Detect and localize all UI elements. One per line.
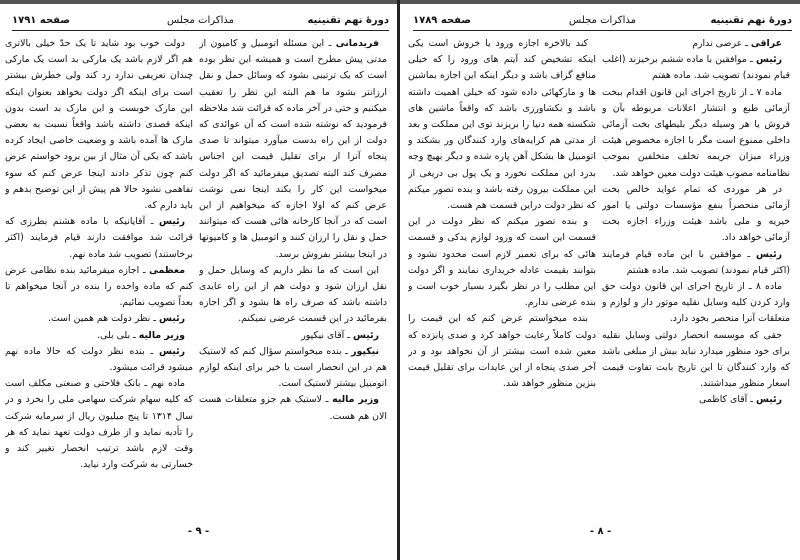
publication-title: مذاکرات مجلس [167,15,234,26]
paragraph [602,279,790,328]
paragraph [602,36,790,52]
paragraph [5,214,193,263]
paragraph-text: ـ موافقین با ماده ششم برخیزند (اغلب قیام نمودند) تصویب شد. ماده هفتم [602,54,790,82]
paragraph [5,36,193,214]
paragraph-text: ـ بلی بلی. [97,329,136,341]
speaker-name: رئیس [159,313,185,325]
paragraph-text: ماده ۸ ـ از تاریخ اجرای این قانون دولت حق وارد کردن کلیه وسایل نقلیه موتور دار و لوازم و متعلقات آنرا منحصر بخود دارد. [602,281,790,325]
speaker-name: رئیس [159,345,185,357]
text-column-right [602,36,790,516]
page-number: صفحه ۱۷۸۹ [413,15,472,26]
paragraph [199,392,387,424]
text-column-right [199,36,387,516]
paragraph-text: ـ آقای نیکپور [301,329,351,341]
page-number: صفحه ۱۷۹۱ [12,15,71,26]
paragraph-text: این است که ما نظر داریم که وسایل حمل و نقل ارزان شود و دولت هم از این راه عایدی داشته باشد که صرف راه ها بشود و اگر اجازه بفرمائید در این قسمت عرضی نمیکنم. [199,264,387,325]
paragraph [199,328,387,344]
paragraph-text: بنده میخواستم عرض کنم که این قیمت را دولت کاملاً رعایت خواهد کرد و صدی پانزده که معین شده است بیشتر از آن نخواهد بود و در آخر صدی پنجاه از این عایدات برای تقلیل قیمت بنزین منظور خواهد شد. [408,313,596,390]
paragraph [408,36,596,214]
paragraph-text: دولت خوب بود شاید تا یک حدّ خیلی بالاتری هم اگر لازم باشد یک مارکی بد است یک مارکی چندان تعریفی ندارد رد کند ولی خطرش بیشتر است برای اینکه اگر دولت بخواهد بعنوان اینکه این مارک خوبست و این مارک بد است بدون اینکه قصدی داشته باشد واقعاً نسبت به بعضی مارک ها آمده باشد و وضعیت خاصی ایجاد کرده باشد که یکی آن مثال از بین برود خواستم عرض کنم چون تذکر دادند اینجا عرض کنم که سوء تفاهمی نشود حالا هم پیش از این توضیح بدهم و باید دارم که. [5,38,193,212]
paragraph-text: ـ این مسئله اتومبیل و کامیون از مدتی پیش مطرح است و همیشه این نظر بوده است که یک ترتیبی بشود که وسائل حمل و نقل ارزانتر بشود ما هم البته این نظر را تعقیب میکنیم و حتی در آخر ماده که قرائت شد ملاحظه فرمودید که نوشته شده است که آن عوائدی که دولت از این راه بدست میآورد میتواند تا صدی پنجاه آنرا از برای تقلیل قیمت این اجناس مصرف کند البته تصدیق میفرمائید که اگر دولت میخواست این کار را بکند اینجا نمی نوشت عرض کنم که اولا اجازه که میخواهیم از این است که در آنجا کارخانه هائی هست که میتوانند حمل و نقل را ارزان کنند و اتومبیل ها و کامیونها در اینجا بیشتر بفروش برسد. [199,38,387,260]
publication-title: مذاکرات مجلس [569,15,636,26]
speaker-name: رئیس [353,329,379,341]
book-spine-divider [397,0,400,560]
paragraph-text: کند بالاخره اجازه ورود یا خروش است یکی اینکه تشخیص کند آیتم های ورود را که خیلی منافع گزاف باشد و دیگر اینکه این اجازه بماشین ها و مارکهائی داده شود که خیلی اهمیت داشته باشد و بکشاورزی باشد که واقعاً ماشین های شکسته همه دنیا را بریزند توی این مملکت و بعد از مدتی هم کرایه‌های وارد کنندگان ور بشکند و اتومبیل ها بشکل آهن پاره شده و دیگر بهیچ وجه بدرد این مملکت نخورد و یک پول بی دریغی از این مملکت بیرون رفته باشد و بنده تصور میکنم که نظر دولت دراین قسمت هم هست. [408,38,596,212]
speaker-name: رئیس [159,216,185,228]
paragraph [408,311,596,392]
paragraph-text: ـ لاستیک هم جزو متعلقات هست الان هم هست. [199,394,387,422]
page-header [413,14,792,31]
paragraph [602,328,790,393]
paragraph [602,247,790,279]
page-header [12,14,389,31]
paragraph [5,376,193,473]
speaker-name: وزیر مالیه [138,329,185,341]
paragraph [199,344,387,393]
speaker-name: فریدمانی [335,38,379,49]
paragraph [408,214,596,311]
paragraph-text: حقی که موسسه انحصار دولتی وسایل نقلیه برای خود منظور میدارد نباید بیش از مبلغی باشد که وارد کنندگان تا این تاریخ بابت تفاوت قیمت اسعار منظور میداشتند. [602,329,790,390]
speaker-name: عراقی [750,38,782,49]
page-footer-number: - ۹ - [187,526,210,537]
speaker-name: رئیس [756,394,782,406]
paragraph-text: ـ نظر دولت هم همین است. [47,313,157,325]
paragraph-text: ـ بنده نظر دولت که حالا ماده نهم میشود قرائت میشود. [5,345,193,374]
paragraph [199,263,387,328]
speaker-name: رئیس [756,248,782,260]
paragraph [602,85,790,182]
paragraph [602,392,790,408]
paragraph-text: در هر موردی که تمام عواید خالص بخت آزمائی منحصراً بنفع مؤسسات دولتی یا امور خیریه و ملی باشد هیئت وزراء اجازه بخت آزمائی خواهد داد. [602,183,790,244]
speaker-name: نیکپور [351,345,380,357]
speaker-name: رئیس [756,54,783,66]
speaker-name: وزیر مالیه [332,394,379,406]
paragraph [5,328,193,344]
paragraph-text: و بنده تصور میکنم که نظر دولت در این قسمت این است که ورود لوازم یدکی و قسمت هائی که برای تعمیر لازم است محدود نشود و بتوانند بقیمت عادله خریداری نمایند و اگر دولت این مطلب را در نظر بگیرد بسیار خوب است و بنده عرضی ندارم. [408,216,596,309]
paragraph-text: ماده ۷ ـ از تاریخ اجرای این قانون اقدام ببخت آزمائی طبع و انتشار اعلانات مربوطه بآن و فروش یا هر وسیله دیگر بلیطهای بخت آزمائی داخلی ممنوع است مگر با اجازه مخصوص هیئت وزراء میزان جریمه تخلف متخلفین بموجب نظامنامه مصوب هیئت دولت معین خواهد شد. [602,86,790,179]
paragraph-text: ـ عرضی ندارم [692,38,748,49]
session-period: دورهٔ نهم تقنینیه [710,15,792,26]
left-page [0,0,397,560]
paragraph [5,344,193,376]
text-column-left [5,36,193,516]
paragraph-text: ـ اجازه میفرمائید بنده نظامی عرض کنم که ماده واحده را بنده در آنجا میخواهم تا بعداً تصویب نمائیم. [5,264,193,309]
paragraph [199,36,387,263]
paragraph-text: ـ بنده میخواستم سؤال کنم که لاستیک هم در این انحصار است یا خیر برای اینکه لوازم اتومبیل بیشتر لاستیک است. [199,345,387,390]
paragraph-text: ـ موافقین با این ماده قیام فرمایند (اکثر قیام نمودند) تصویب شد. ماده هشتم [602,248,790,276]
page-footer-number: - ۸ - [589,526,612,537]
speaker-name: معظمی [149,264,185,276]
session-period: دورهٔ نهم تقنینیه [307,15,389,26]
paragraph [5,263,193,312]
paragraph-text: ـ آقایانیکه با ماده هشتم بطرزی که قرائت شد موافقت دارند قیام فرمایند (اکثر برخاستند) تصویب شد ماده نهم. [5,216,193,260]
paragraph-text: ـ آقای کاظمی [699,394,754,406]
paragraph-text: ماده نهم ـ بانک فلاحتی و صنعتی مکلف است که کلیه سهام شرکت سهامی ملی را بخرد و در سال ۱۳۱۴ تا پنج میلیون ریال از سرمایه شرکت را تأدیه نماید و از طرف دولت تعهد نماید که هر وقت لازم باشد ترتیب انحصار تغییر کند و خسارتی به شرکت وارد نیاید. [5,378,193,471]
paragraph [602,52,790,84]
paragraph [5,311,193,327]
paragraph [602,182,790,247]
text-column-left [408,36,596,516]
right-page [401,0,800,560]
